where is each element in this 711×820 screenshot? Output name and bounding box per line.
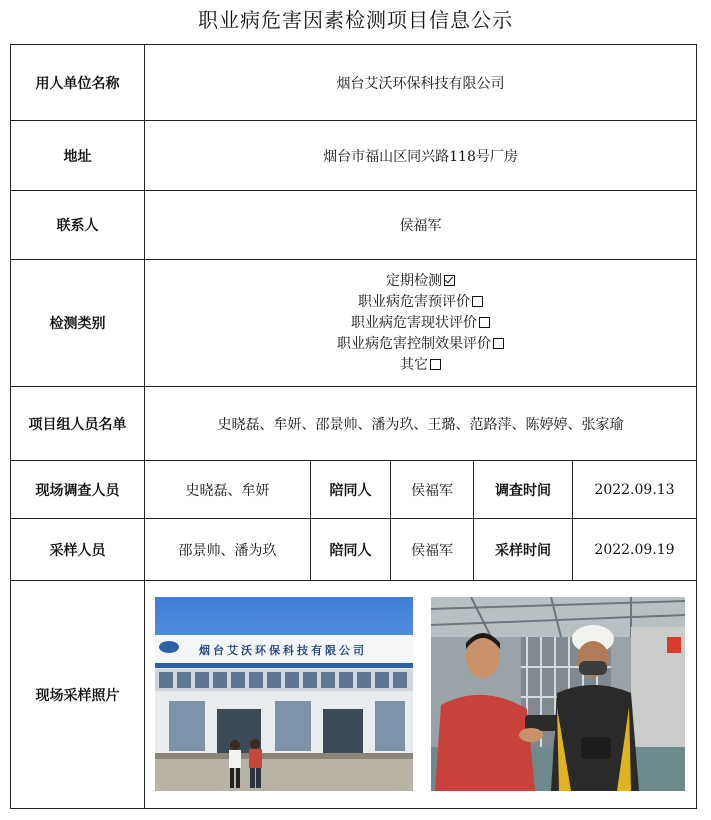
address-label: 地址 — [11, 121, 145, 191]
row-sampling — [11, 519, 697, 581]
sampling-accomp-label: 陪同人 — [311, 519, 391, 581]
sampling-time-label: 采样时间 — [474, 519, 573, 581]
option-status-evaluation: 职业病危害现状评价 — [145, 313, 696, 334]
contact-value: 侯福军 — [145, 191, 697, 260]
team-label: 项目组人员名单 — [11, 387, 145, 461]
row-photos — [11, 581, 697, 809]
row-team — [11, 387, 697, 461]
option-other: 其它 — [145, 355, 696, 376]
option-pre-evaluation: 职业病危害预评价 — [145, 292, 696, 313]
row-detection-type — [11, 260, 697, 387]
checkbox-empty-icon — [430, 359, 441, 370]
factory-sign-text: 烟台艾沃环保科技有限公司 — [199, 643, 367, 657]
photos-label: 现场采样照片 — [11, 581, 145, 809]
row-survey — [11, 461, 697, 519]
survey-accomp-value: 侯福军 — [391, 461, 474, 519]
survey-label: 现场调查人员 — [11, 461, 145, 519]
sampling-label: 采样人员 — [11, 519, 145, 581]
employer-label: 用人单位名称 — [11, 45, 145, 121]
sampling-photo — [431, 597, 685, 791]
row-contact — [11, 191, 697, 260]
checkbox-empty-icon — [472, 296, 483, 307]
row-address — [11, 121, 697, 191]
option-control-evaluation: 职业病危害控制效果评价 — [145, 334, 696, 355]
contact-label: 联系人 — [11, 191, 145, 260]
page-title: 职业病危害因素检测项目信息公示 — [198, 8, 513, 32]
info-table — [10, 44, 697, 809]
sampling-value: 邵景帅、潘为玖 — [145, 519, 311, 581]
employer-value: 烟台艾沃环保科技有限公司 — [145, 45, 697, 121]
row-employer — [11, 45, 697, 121]
team-value: 史晓磊、牟妍、邵景帅、潘为玖、王璐、范路萍、陈婷婷、张家瑜 — [145, 387, 697, 461]
factory-photo — [155, 597, 413, 791]
checkbox-checked-icon — [444, 275, 455, 286]
detection-type-label: 检测类别 — [11, 260, 145, 387]
survey-time-label: 调查时间 — [474, 461, 573, 519]
photos-cell — [145, 581, 697, 809]
survey-accomp-label: 陪同人 — [311, 461, 391, 519]
checkbox-empty-icon — [479, 317, 490, 328]
sampling-time-value: 2022.09.19 — [573, 519, 697, 581]
survey-time-value: 2022.09.13 — [573, 461, 697, 519]
option-periodic: 定期检测 — [145, 271, 696, 292]
survey-value: 史晓磊、牟妍 — [145, 461, 311, 519]
detection-type-options — [145, 260, 697, 387]
address-value: 烟台市福山区同兴路118号厂房 — [145, 121, 697, 191]
checkbox-empty-icon — [493, 338, 504, 349]
sampling-accomp-value: 侯福军 — [391, 519, 474, 581]
